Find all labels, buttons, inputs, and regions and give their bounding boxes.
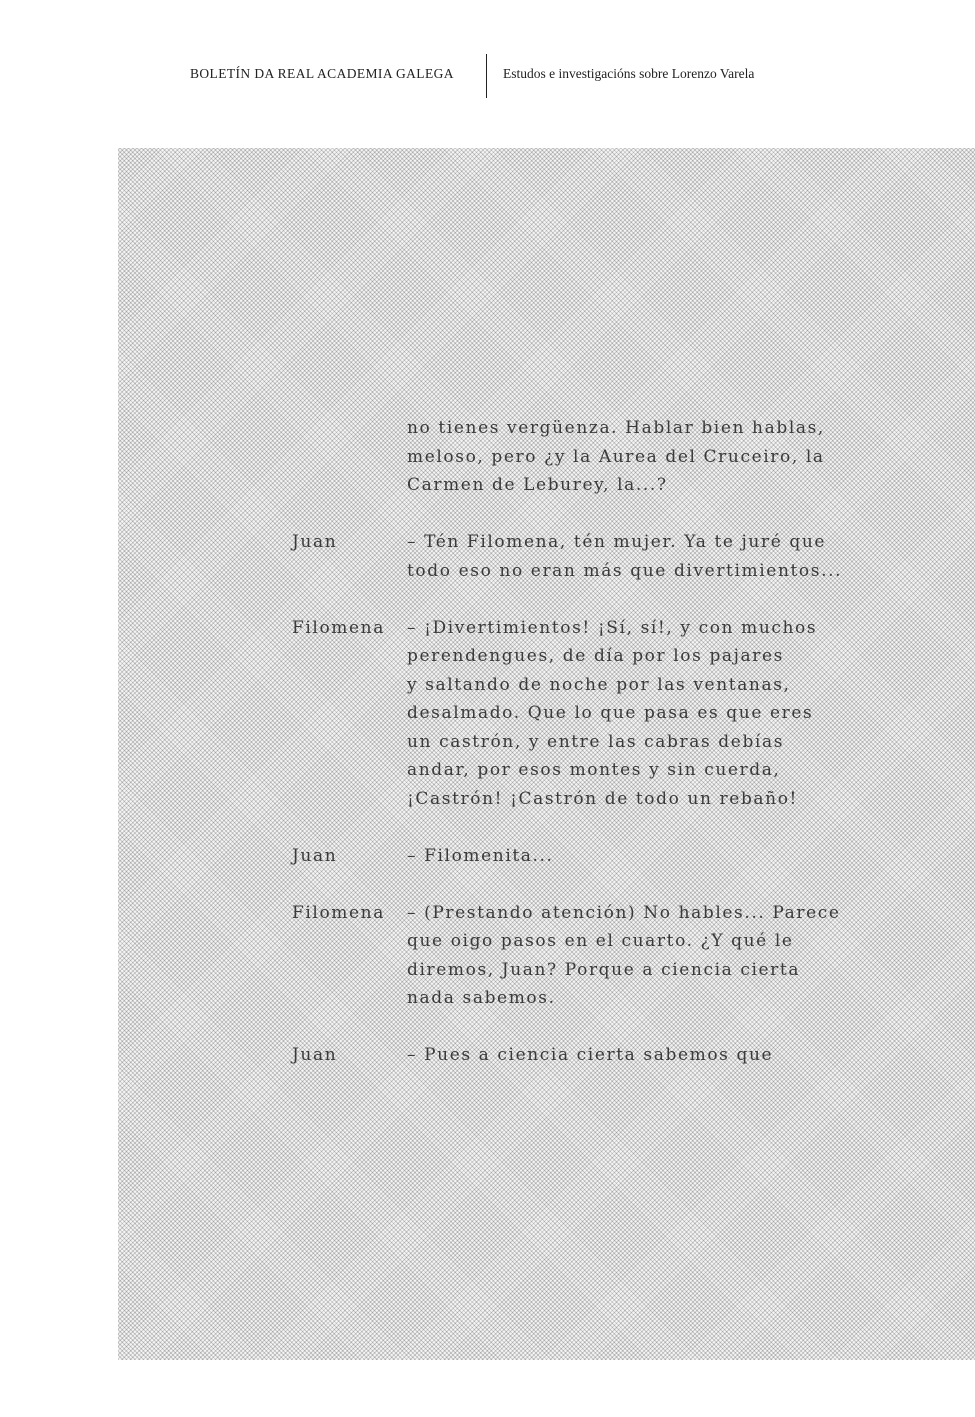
speech-text [407, 414, 852, 500]
speech-line: y saltando de noche por las ventanas, [407, 674, 791, 695]
speaker-name: Juan [292, 845, 338, 866]
header-divider [486, 54, 487, 98]
journal-title: BOLETÍN DA REAL ACADEMIA GALEGA [190, 66, 454, 81]
dialogue-entry [292, 1041, 852, 1070]
speaker-name: Juan [292, 1045, 338, 1065]
speech-text [407, 528, 852, 585]
dialogue-block [292, 414, 852, 1098]
speech-line: todo eso no eran más que divertimientos... [407, 560, 843, 581]
running-header [0, 52, 975, 100]
speech-line: nada sabemos. [407, 988, 556, 1008]
speaker-name: Filomena [292, 902, 385, 923]
dialogue-entry [292, 528, 852, 585]
speech-text [407, 842, 852, 871]
speaker-name: Filomena [292, 617, 385, 638]
dialogue-entry [292, 842, 852, 871]
dialogue-entry [292, 614, 852, 814]
speech-line: Carmen de Leburey, la...? [407, 475, 668, 495]
speech-line: andar, por esos montes y sin cuerda, [407, 760, 781, 780]
speech-text [407, 614, 852, 814]
speech-line: meloso, pero ¿y la Aurea del Cruceiro, la [407, 446, 825, 467]
speech-line: – Filomenita... [407, 845, 554, 866]
speech-line: un castrón, y entre las cabras debías [407, 731, 785, 752]
speech-line: perendengues, de día por los pajares [407, 646, 784, 666]
speaker-name: Juan [292, 532, 338, 552]
speaker-name [292, 414, 407, 500]
speech-line: diremos, Juan? Porque a ciencia cierta [407, 959, 801, 980]
speech-line: – ¡Divertimientos! ¡Sí, sí!, y con muchos [407, 617, 818, 638]
dialogue-entry [292, 414, 852, 500]
speech-line: que oigo pasos en el cuarto. ¿Y qué le [407, 931, 794, 951]
speech-text [407, 1041, 852, 1070]
speech-line: – (Prestando atención) No hables... Parece [407, 902, 841, 923]
speech-line: desalmado. Que lo que pasa es que eres [407, 703, 814, 723]
speech-line: – Tén Filomena, tén mujer. Ya te juré que [407, 532, 827, 552]
speech-line: no tienes vergüenza. Hablar bien hablas, [407, 418, 825, 438]
speech-line: ¡Castrón! ¡Castrón de todo un rebaño! [407, 788, 798, 809]
speech-text [407, 899, 852, 1013]
speech-line: – Pues a ciencia cierta sabemos que [407, 1045, 774, 1065]
dialogue-entry [292, 899, 852, 1013]
section-title: Estudos e investigacións sobre Lorenzo Varela [503, 66, 755, 81]
